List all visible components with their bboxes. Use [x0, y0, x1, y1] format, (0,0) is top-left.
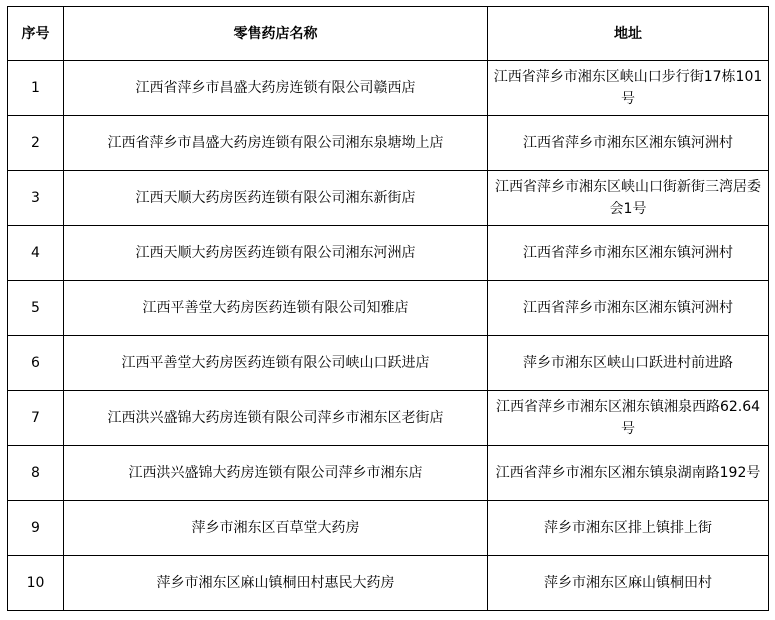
header-serial-number: 序号: [8, 7, 64, 61]
cell-pharmacy-name: 江西天顺大药房医药连锁有限公司湘东新街店: [64, 171, 488, 226]
cell-pharmacy-name: 江西洪兴盛锦大药房连锁有限公司萍乡市湘东区老街店: [64, 391, 488, 446]
header-row: [8, 7, 769, 61]
cell-pharmacy-name: 萍乡市湘东区麻山镇桐田村惠民大药房: [64, 556, 488, 611]
table-row: [8, 281, 769, 336]
cell-pharmacy-name: 江西洪兴盛锦大药房连锁有限公司萍乡市湘东店: [64, 446, 488, 501]
cell-serial-number: 8: [8, 446, 64, 501]
cell-pharmacy-name: 江西平善堂大药房医药连锁有限公司知雅店: [64, 281, 488, 336]
cell-address: 江西省萍乡市湘东区湘东镇泉湖南路192号: [488, 446, 769, 501]
cell-pharmacy-name: 萍乡市湘东区百草堂大药房: [64, 501, 488, 556]
cell-serial-number: 9: [8, 501, 64, 556]
cell-pharmacy-name: 江西省萍乡市昌盛大药房连锁有限公司湘东泉塘坳上店: [64, 116, 488, 171]
cell-serial-number: 6: [8, 336, 64, 391]
cell-serial-number: 2: [8, 116, 64, 171]
header-address: 地址: [488, 7, 769, 61]
cell-pharmacy-name: 江西天顺大药房医药连锁有限公司湘东河洲店: [64, 226, 488, 281]
cell-address: 江西省萍乡市湘东区峡山口步行街17栋101号: [488, 61, 769, 116]
cell-address: 萍乡市湘东区排上镇排上街: [488, 501, 769, 556]
cell-serial-number: 7: [8, 391, 64, 446]
cell-address: 江西省萍乡市湘东区峡山口街新街三湾居委会1号: [488, 171, 769, 226]
cell-address: 江西省萍乡市湘东区湘东镇湘泉西路62.64号: [488, 391, 769, 446]
cell-address: 萍乡市湘东区麻山镇桐田村: [488, 556, 769, 611]
cell-serial-number: 3: [8, 171, 64, 226]
cell-serial-number: 1: [8, 61, 64, 116]
cell-address: 江西省萍乡市湘东区湘东镇河洲村: [488, 116, 769, 171]
cell-serial-number: 4: [8, 226, 64, 281]
cell-serial-number: 5: [8, 281, 64, 336]
cell-serial-number: 10: [8, 556, 64, 611]
table-row: [8, 446, 769, 501]
cell-address: 萍乡市湘东区峡山口跃进村前进路: [488, 336, 769, 391]
table-row: [8, 501, 769, 556]
cell-pharmacy-name: 江西平善堂大药房医药连锁有限公司峡山口跃进店: [64, 336, 488, 391]
header-pharmacy-name: 零售药店名称: [64, 7, 488, 61]
cell-pharmacy-name: 江西省萍乡市昌盛大药房连锁有限公司赣西店: [64, 61, 488, 116]
cell-address: 江西省萍乡市湘东区湘东镇河洲村: [488, 226, 769, 281]
table-row: [8, 171, 769, 226]
pharmacy-table: [7, 6, 769, 611]
table-row: [8, 116, 769, 171]
table-row: [8, 61, 769, 116]
table-row: [8, 391, 769, 446]
table-row: [8, 556, 769, 611]
table-row: [8, 226, 769, 281]
cell-address: 江西省萍乡市湘东区湘东镇河洲村: [488, 281, 769, 336]
table-row: [8, 336, 769, 391]
